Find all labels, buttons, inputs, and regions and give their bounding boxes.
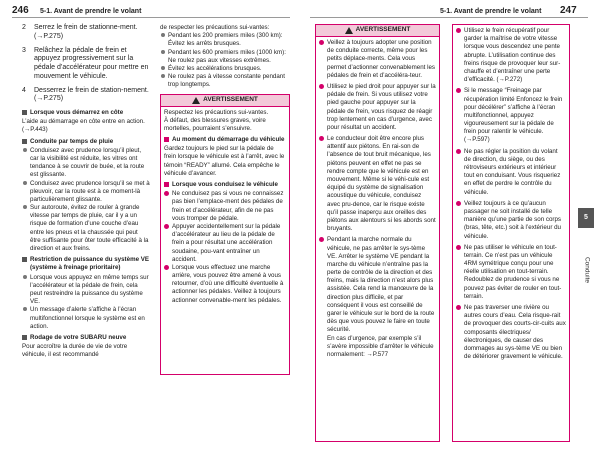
list-item: Veillez toujours à ce qu’aucun passager ne soit installé de telle manière qu’une partie de son corps (bras, tête, etc.) soit à l’extérieur du véhicule. (456, 200, 566, 241)
bullet-icon (456, 28, 461, 33)
list-item: Veillez à toujours adopter une position de conduite correcte, même pour les petits déplace-ments. Cela vous permet d’actionner convenablement les pédales de frein et d’accéléra-teur. (319, 39, 436, 80)
warning-triangle-icon (345, 27, 353, 34)
heading-restriction: Restriction de puissance du système VE (système à freinage prioritaire) (22, 256, 150, 272)
column-3 (315, 24, 440, 442)
list-item: Conduisez avec prudence lorsqu’il se met à pleuvoir, car la route est à ce moment-là particulièrement glissante. (22, 180, 150, 205)
bullet-icon (456, 245, 461, 250)
bullet-icon (23, 205, 27, 209)
list-item: Pendant les 200 premiers miles (300 km): Évitez les arrêts brusques. (160, 32, 290, 48)
bullet-icon (161, 66, 165, 70)
list-item: Utilisez le frein récupératif pour garder la maîtrise de votre vitesse lorsque vous descendez une pente abrupte. L’utilisation continue des freins risque de provoquer leur sur-chauffe et d’entraîner une perte d’efficacité. (→P.272) (456, 27, 566, 84)
header-rule-right (310, 17, 588, 18)
paragraph-intro: de respecter les précautions sui-vantes: (160, 24, 270, 31)
bullet-icon (319, 237, 324, 242)
step-2: 2 Serrez le frein de stationne-ment. (→P.275) (22, 24, 138, 40)
bullet-icon (164, 191, 169, 196)
left-section-title: 5-1. Avant de prendre le volant (40, 8, 142, 15)
column-4 (452, 24, 570, 442)
list-item: Ne conduisez pas si vous ne connaissez pas bien l’emplace-ment des pédales de frein et d’accélérateur, afin de ne pas vous tromper de pédale. (164, 190, 286, 223)
right-page-number: 247 (560, 5, 577, 16)
bullet-icon (23, 148, 27, 152)
list-item: Sur autoroute, évitez de rouler à grande vitesse par temps de pluie, car il y a un risque de formation d’une couche d’eau entre les pneus et la chaussée qui peut être suffisante pour ôter toute efficacité à la direction et aux freins. (22, 204, 150, 253)
bullet-icon (456, 149, 461, 154)
warning-box-continued (315, 24, 440, 442)
bullet-icon (161, 50, 165, 54)
heading-pluie: Conduite par temps de pluie (22, 138, 150, 146)
list-item: Ne pas traverser une rivière ou autres cours d’eau. Cela risque-rait de provoquer des courts-cir-cuits aux composants électriques/électroniques, de causer des dommages au sys-tème VE ou bien de détériorer gravement le véhicule. (456, 304, 566, 361)
page-header (0, 0, 600, 20)
list-item: Ne roulez pas à vitesse constante pendant trop longtemps. (160, 73, 290, 89)
list-item: Lorsque vous appuyez en même temps sur l’accélérateur et la pédale de frein, cela peut restreindre la puissance du système VE. (22, 274, 150, 307)
bullet-icon (23, 181, 27, 185)
warning-box (160, 94, 290, 375)
chapter-tab: 5 (578, 208, 594, 228)
chapter-label-text: Conduite (583, 256, 591, 284)
bullet-icon (23, 275, 27, 279)
column-1 (22, 24, 150, 359)
bullet-icon (456, 305, 461, 310)
bullet-icon (164, 265, 169, 270)
heading-rodage: Rodage de votre SUBARU neuve (22, 334, 150, 342)
warning-triangle-icon (192, 97, 200, 104)
list-item: Conduisez avec prudence lorsqu’il pleut, car la visibilité est réduite, les vitres ont tendance à se couvrir de buée, et la route est glissante. (22, 147, 150, 180)
bullet-icon (23, 307, 27, 311)
left-page-number: 246 (12, 5, 29, 16)
column-2 (160, 24, 290, 375)
bullet-icon (319, 84, 324, 89)
list-item: Évitez les accélérations brusques. (160, 65, 290, 73)
warning-box-continued-2 (452, 24, 570, 442)
warning-text: À défaut, des blessures graves, voire mortelles, pourraient s’ensuivre. (164, 116, 266, 132)
warning-header: AVERTISSEMENT (316, 25, 439, 37)
heading-conduite: Lorsque vous conduisez le véhicule (164, 181, 286, 189)
bullet-icon (319, 40, 324, 45)
bullet-icon (456, 88, 461, 93)
square-bullet-icon (22, 335, 27, 340)
list-item: Pendant la marche normale du véhicule, ne pas arrêter le sys-tème VE. Arrêter le système VE pendant la marche du véhicule n’entraîne pas la perte de contrôle de la direction et des freins, mais la direction n’est alors plus assistée. Cela rend la manœuvre de la direction plus difficile, et par conséquent il vous est conseillé de garer le véhicule sur le bord de la route dès que vous pouvez le faire en toute sécurité. (319, 236, 436, 334)
heading-demarrage: Au moment du démarrage du véhicule (164, 136, 286, 144)
step-3: 3 Relâchez la pédale de frein et appuyez progressivement sur la pédale d’accélérateur pour mettre en mouvement le véhicule. (22, 46, 149, 80)
square-bullet-icon (22, 257, 27, 262)
list-item: Ne pas régler la position du volant de direction, du siège, ou des rétroviseurs extérieurs et intérieur tout en conduisant. Vous risqueriez en effet de perdre le contrôle du véhicule. (456, 148, 566, 197)
square-bullet-icon (22, 110, 27, 115)
step-4: 4 Desserrez le frein de station-nement. (→P.275) (22, 86, 149, 103)
paragraph-cote: L’aide au démarrage en côte entre en action. (→P.443) (22, 118, 145, 134)
list-item: Un message d’alerte s’affiche à l’écran multifonctionnel lorsque le système est en action. (22, 306, 150, 331)
square-bullet-icon (164, 137, 169, 142)
list-item: Lorsque vous effectuez une marche arrière, vous pouvez être amené à vous retourner, d’où une difficulté éventuelle à actionner les pédales. Veillez à toujours actionner convenable-ment les pédales. (164, 264, 286, 305)
list-item: Ne pas utiliser le véhicule en tout-terrain. Ce n’est pas un véhicule 4RM symétrique conçu pour une réelle utilisation en tout-terrain. Redoublez de prudence si vous ne pouvez pas éviter de rouler en tout-terrain. (456, 244, 566, 301)
right-section-title: 5-1. Avant de prendre le volant (440, 8, 542, 15)
square-bullet-icon (22, 139, 27, 144)
bullet-icon (456, 201, 461, 206)
bullet-icon (161, 33, 165, 37)
bullet-icon (319, 136, 324, 141)
square-bullet-icon (164, 182, 169, 187)
list-item: Pendant les 600 premiers miles (1000 km): Ne roulez pas aux vitesses extrêmes. (160, 49, 290, 65)
chapter-label (572, 245, 600, 295)
paragraph-urgence: En cas d’urgence, par exemple s’il s’avère impossible d’arrêter le véhicule normalement: →P.577 (327, 334, 434, 358)
warning-header: AVERTISSEMENT (161, 95, 289, 107)
heading-cote: Lorsque vous démarrez en côte (22, 109, 150, 117)
list-item: Si le message “Freinage par récupération limité Enfoncez le frein pour décélérer” s’affiche à l’écran multifonctionnel, appuyez vigoureusement sur la pédale de frein pour ralentir le véhicule. (→P.597) (456, 87, 566, 144)
warning-text: Respectez les précautions sui-vantes. (164, 108, 269, 116)
list-item: Le conducteur doit être encore plus attentif aux piétons. En rai-son de l’absence de tout bruit mécanique, les piétons peuvent en effet ne pas se rendre compte que le véhicule est en mouvement. Même si le véhi-cule est équipé du système de signalisation acoustique du véhicule, conduisez avec pru-dence, car le risque existe qu’il passe inaperçu aux oreilles des piétons aux alentours si les abords sont bruyants. (319, 135, 436, 233)
header-rule-left (12, 17, 290, 18)
bullet-icon (161, 74, 165, 78)
bullet-icon (164, 224, 169, 229)
paragraph-rodage: Pour accroître la durée de vie de votre véhicule, il est recommandé (22, 343, 128, 359)
list-item: Appuyer accidentellement sur la pédale d’accélérateur au lieu de la pédale de frein a pour résultat une accélération soudaine, pou-vant entraîner un accident. (164, 223, 286, 264)
paragraph-demarrage: Gardez toujours le pied sur la pédale de frein lorsque le véhicule est à l’arrêt, avec le témoin “READY” allumé. Cela empêche le véhicule d’avancer. (164, 145, 285, 177)
list-item: Utilisez le pied droit pour appuyer sur la pédale de frein. Si vous utilisez votre pied gauche pour appuyer sur la pédale de frein, vous risquez de réagir trop lentement en cas d’urgence, avec pour résultat un accident. (319, 83, 436, 132)
